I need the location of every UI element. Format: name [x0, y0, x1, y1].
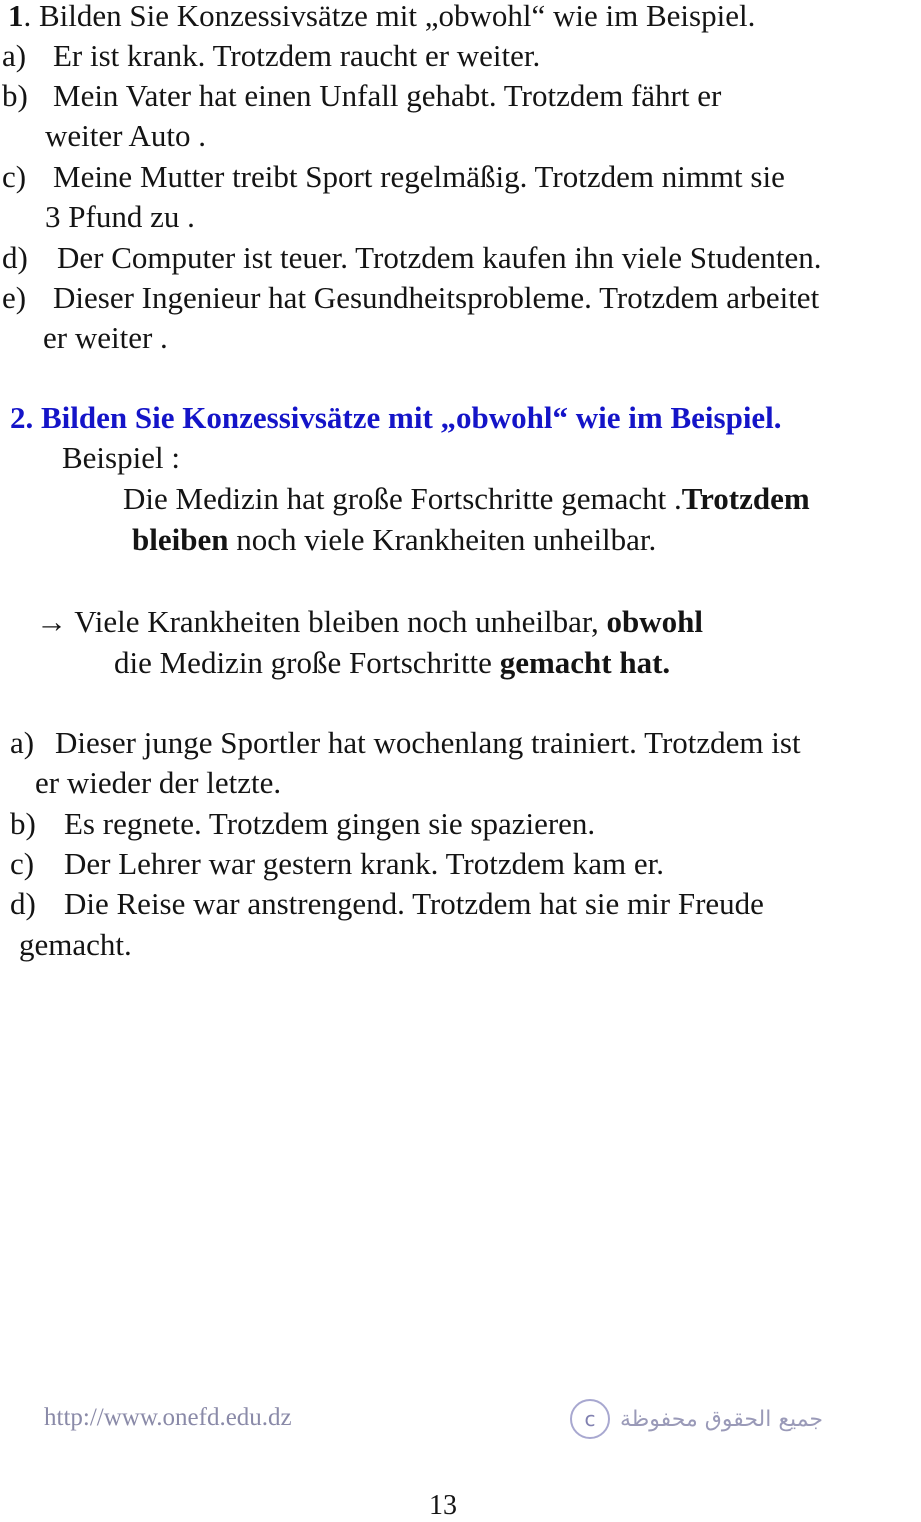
- exercise1-item-d-text: Der Computer ist teuer. Trotzdem kaufen ihn viele Studenten.: [57, 240, 822, 275]
- exercise1-heading: [8, 0, 755, 31]
- exercise2-item-b-text: Es regnete. Trotzdem gingen sie spazieren.: [64, 806, 596, 841]
- exercise2-item-d: [10, 888, 36, 919]
- example-keyword-trotzdem: Trotzdem: [681, 481, 810, 516]
- exercise1-item-c-text: Meine Mutter treibt Sport regelmäßig. Trotzdem nimmt sie: [53, 159, 785, 194]
- item-label: e): [2, 280, 27, 315]
- item-label: c): [10, 846, 35, 881]
- copyright-notice: [570, 1398, 823, 1440]
- exercise2-item-c-text: Der Lehrer war gestern krank. Trotzdem kam er.: [64, 846, 664, 881]
- example-answer-line2: [114, 647, 670, 678]
- exercise2-item-d-cont: gemacht.: [19, 927, 132, 962]
- example-sentence-line1: [123, 483, 810, 514]
- exercise1-item-b: [2, 80, 28, 111]
- exercise2-heading: 2. Bilden Sie Konzessivsätze mit „obwohl“ wie im Beispiel.: [10, 400, 782, 435]
- exercise2-item-a-cont: er wieder der letzte.: [35, 765, 282, 800]
- footer-url: http://www.onefd.edu.dz: [44, 1404, 292, 1431]
- exercise2-item-b: [10, 808, 36, 839]
- item-label: d): [10, 886, 36, 921]
- example-label: Beispiel :: [62, 440, 180, 475]
- exercise1-number: 1: [8, 0, 24, 33]
- exercise1-item-e-text: Dieser Ingenieur hat Gesundheitsprobleme. Trotzdem arbeitet: [53, 280, 820, 315]
- exercise2-item-a-text: Dieser junge Sportler hat wochenlang trainiert. Trotzdem ist: [55, 725, 801, 760]
- item-label: d): [2, 240, 28, 275]
- page-number: 13: [429, 1490, 457, 1521]
- answer-text: Viele Krankheiten bleiben noch unheilbar,: [67, 604, 607, 639]
- exercise1-instruction: . Bilden Sie Konzessivsätze mit „obwohl“ wie im Beispiel.: [23, 0, 756, 33]
- item-label: a): [10, 725, 35, 760]
- exercise1-item-d: [2, 242, 28, 273]
- exercise1-item-c-cont: 3 Pfund zu .: [45, 199, 195, 234]
- exercise1-item-e-cont: er weiter .: [43, 320, 168, 355]
- exercise1-item-e: [2, 282, 26, 313]
- example-keyword-verb: bleiben: [132, 522, 229, 557]
- copyright-icon: c: [570, 1399, 610, 1439]
- item-label: b): [2, 78, 28, 113]
- item-label: a): [2, 38, 27, 73]
- copyright-text: جميع الحقوق محفوظة: [620, 1406, 824, 1432]
- arrow-icon: →: [36, 604, 67, 639]
- example-sentence-rest: noch viele Krankheiten unheilbar.: [228, 522, 657, 557]
- exercise2-item-d-text: Die Reise war anstrengend. Trotzdem hat sie mir Freude: [64, 886, 764, 921]
- exercise1-item-a: [2, 40, 26, 71]
- item-label: b): [10, 806, 36, 841]
- exercise1-item-b-text: Mein Vater hat einen Unfall gehabt. Trotzdem fährt er: [53, 78, 722, 113]
- answer-text-cont: die Medizin große Fortschritte: [114, 645, 500, 680]
- exercise1-item-b-cont: weiter Auto .: [45, 118, 206, 153]
- answer-keyword-verb: gemacht hat.: [499, 645, 671, 680]
- example-sentence-line2: [132, 524, 656, 555]
- example-answer-line1: [36, 606, 703, 637]
- exercise2-item-a: [10, 727, 34, 758]
- item-label: c): [2, 159, 27, 194]
- exercise1-item-a-text: Er ist krank. Trotzdem raucht er weiter.: [53, 38, 541, 73]
- exercise2-item-c: [10, 848, 34, 879]
- example-sentence-text: Die Medizin hat große Fortschritte gemacht .: [123, 481, 682, 516]
- exercise1-item-c: [2, 161, 26, 192]
- answer-keyword-obwohl: obwohl: [606, 604, 703, 639]
